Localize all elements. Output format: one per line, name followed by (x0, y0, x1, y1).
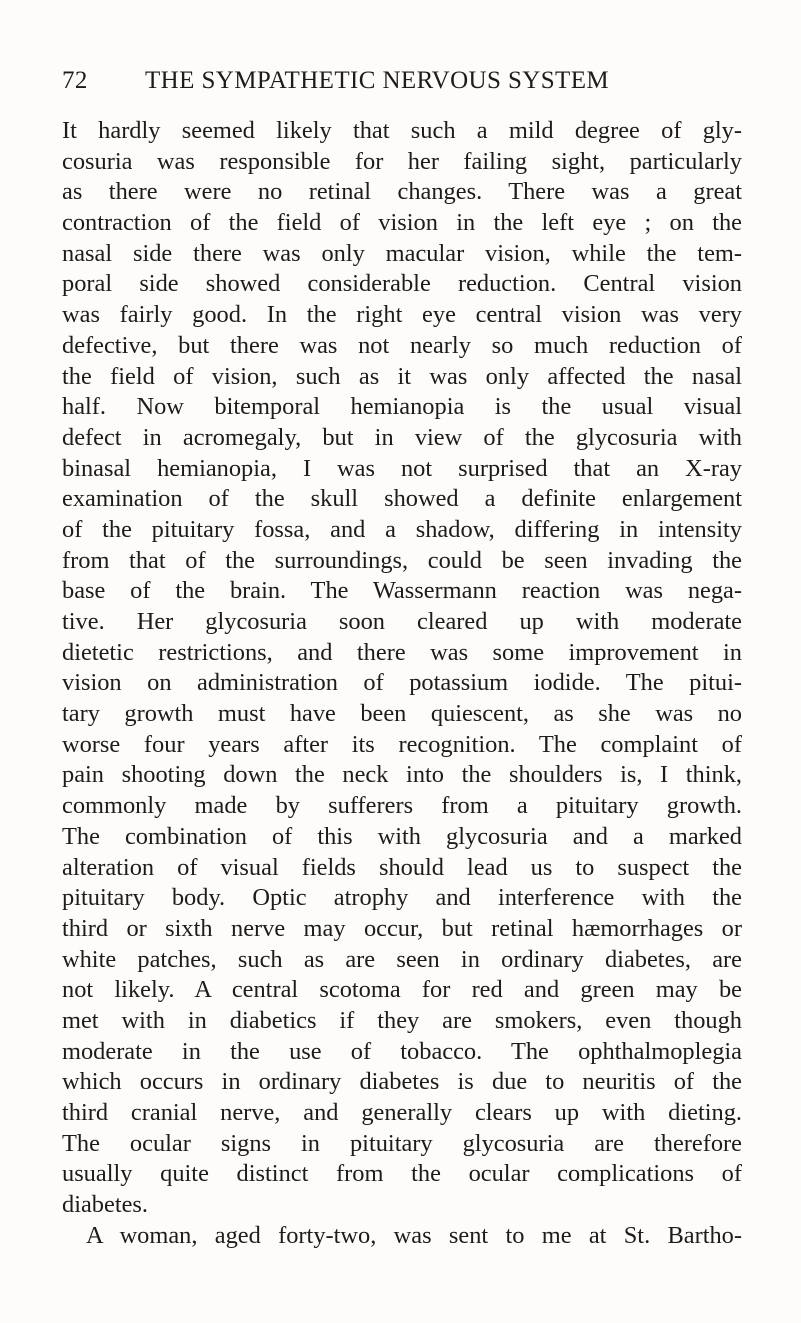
paragraph-start-line: A woman, aged forty-two, was sent to me at St. Bartho- (86, 1221, 742, 1249)
text-line: dietetic restrictions, and there was some improvement in (62, 638, 742, 666)
text-line: which occurs in ordinary diabetes is due to neuritis of the (62, 1068, 742, 1096)
text-line: nasal side there was only macular vision, while the tem- (62, 239, 742, 267)
text-line: base of the brain. The Wassermann reaction was nega- (62, 577, 742, 605)
text-line: pain shooting down the neck into the shoulders is, I think, (62, 761, 742, 789)
text-line: of the pituitary fossa, and a shadow, differing in intensity (62, 515, 742, 543)
text-line: commonly made by sufferers from a pituitary growth. (62, 792, 742, 820)
text-line: poral side showed considerable reduction. Central vision (62, 270, 742, 298)
text-line: usually quite distinct from the ocular complications of (62, 1160, 742, 1188)
text-line: was fairly good. In the right eye central vision was very (62, 301, 742, 329)
text-line: tary growth must have been quiescent, as she was no (62, 700, 742, 728)
text-line: defect in acromegaly, but in view of the glycosuria with (62, 423, 742, 451)
text-line: The ocular signs in pituitary glycosuria are therefore (62, 1129, 742, 1157)
text-line: from that of the surroundings, could be seen invading the (62, 546, 742, 574)
text-line: third or sixth nerve may occur, but retinal hæmorrhages or (62, 914, 742, 942)
text-line: half. Now bitemporal hemianopia is the usual visual (62, 393, 742, 421)
body-text (62, 116, 742, 1251)
text-line: vision on administration of potassium iodide. The pitui- (62, 669, 742, 697)
text-line: defective, but there was not nearly so much reduction of (62, 331, 742, 359)
text-line: binasal hemianopia, I was not surprised that an X-ray (62, 454, 742, 482)
text-line: met with in diabetics if they are smokers, even though (62, 1006, 742, 1034)
running-head: THE SYMPATHETIC NERVOUS SYSTEM (145, 67, 609, 94)
text-line: as there were no retinal changes. There was a great (62, 178, 742, 206)
text-line: third cranial nerve, and generally clears up with dieting. (62, 1099, 742, 1126)
text-line: It hardly seemed likely that such a mild degree of gly- (62, 117, 742, 144)
text-line: the field of vision, such as it was only affected the nasal (62, 362, 742, 390)
text-line: worse four years after its recognition. The complaint of (62, 730, 742, 758)
text-line: white patches, such as are seen in ordinary diabetes, are (62, 945, 742, 973)
page-number: 72 (62, 67, 88, 94)
text-line: tive. Her glycosuria soon cleared up with moderate (62, 608, 742, 635)
text-line: pituitary body. Optic atrophy and interference with the (62, 884, 742, 912)
paragraph-end-line: diabetes. (62, 1191, 149, 1219)
text-line: cosuria was responsible for her failing sight, particularly (62, 147, 742, 175)
text-line: not likely. A central scotoma for red and green may be (62, 976, 742, 1004)
text-line: The combination of this with glycosuria and a marked (62, 822, 742, 850)
text-line: examination of the skull showed a definite enlargement (62, 485, 742, 513)
text-line: moderate in the use of tobacco. The ophthalmoplegia (62, 1037, 742, 1065)
text-line: contraction of the field of vision in the left eye ; on the (62, 209, 742, 237)
text-line: alteration of visual fields should lead us to suspect the (62, 853, 742, 881)
page-header (62, 64, 742, 98)
